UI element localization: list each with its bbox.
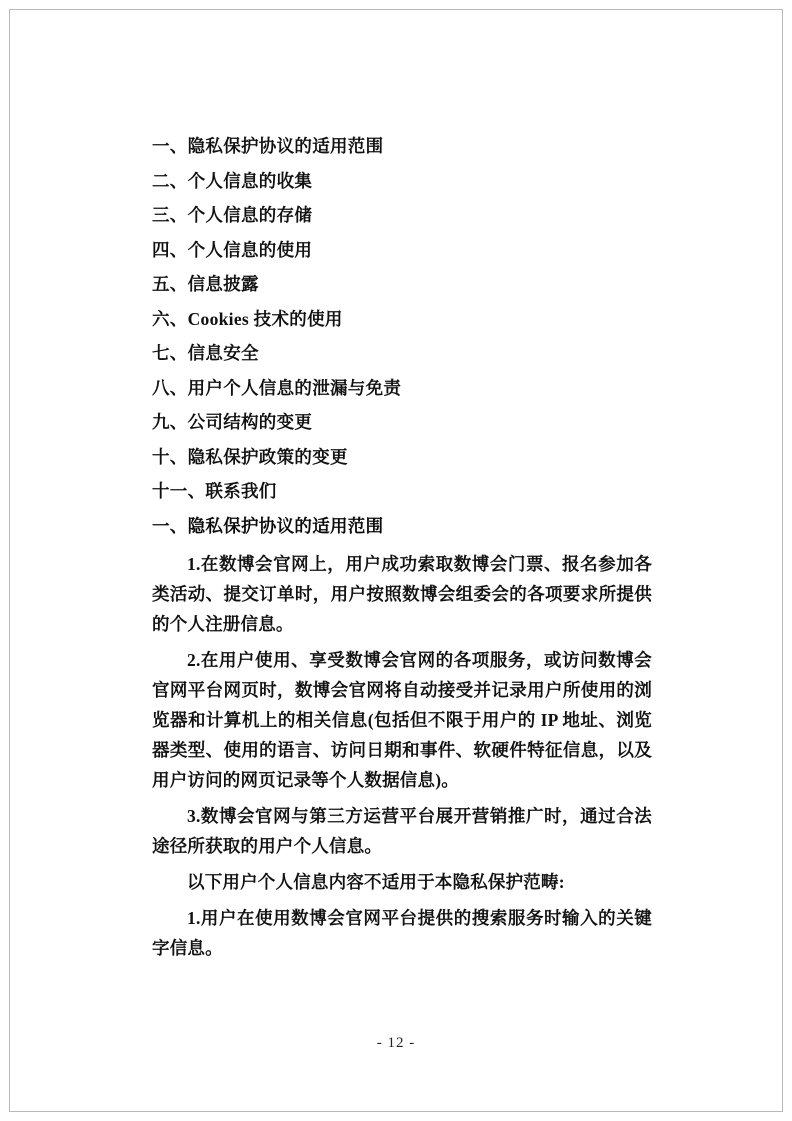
sub-heading: 以下用户个人信息内容不适用于本隐私保护范畴: xyxy=(187,872,565,892)
body-paragraph-2: 2.在用户使用、享受数博会官网的各项服务，或访问数博会官网平台网页时，数博会官网将自动接受并记录用户所使用的浏览器和计算机上的相关信息(包括但不限于用户的 IP 地址、浏览器类型、使用的语言、访问日期和事件、软硬件特征信息，以及用户访问的网页记录等个人数据信息)。 xyxy=(152,650,652,790)
body-paragraph-3: 3.数博会官网与第三方运营平台展开营销推广时，通过合法途径所获取的用户个人信息。 xyxy=(152,806,652,856)
toc-item-2: 二、个人信息的收集 xyxy=(152,170,313,191)
body-paragraph-4: 1.用户在使用数博会官网平台提供的搜索服务时输入的关键字信息。 xyxy=(152,908,652,958)
toc-item-7: 七、信息安全 xyxy=(152,343,259,363)
body-paragraph-1: 1.在数博会官网上，用户成功索取数博会门票、报名参加各类活动、提交订单时，用户按照数博会组委会的各项要求所提供的个人注册信息。 xyxy=(152,554,652,634)
toc-item-3: 三、个人信息的存储 xyxy=(152,205,313,225)
section-heading: 一、隐私保护协议的适用范围 xyxy=(152,515,384,536)
toc-item-1: 一、隐私保护协议的适用范围 xyxy=(152,136,384,156)
toc-item-6: 六、Cookies 技术的使用 xyxy=(152,308,343,329)
toc-item-11: 十一、联系我们 xyxy=(152,481,277,501)
toc-item-9: 九、公司结构的变更 xyxy=(152,412,313,432)
toc-item-10: 十、隐私保护政策的变更 xyxy=(152,446,348,467)
toc-item-8: 八、用户个人信息的泄漏与免责 xyxy=(152,377,402,398)
toc-item-4: 四、个人信息的使用 xyxy=(152,239,313,260)
page-number: - 12 - xyxy=(376,1035,416,1051)
toc-item-5: 五、信息披露 xyxy=(152,274,259,294)
document-content xyxy=(152,138,652,969)
